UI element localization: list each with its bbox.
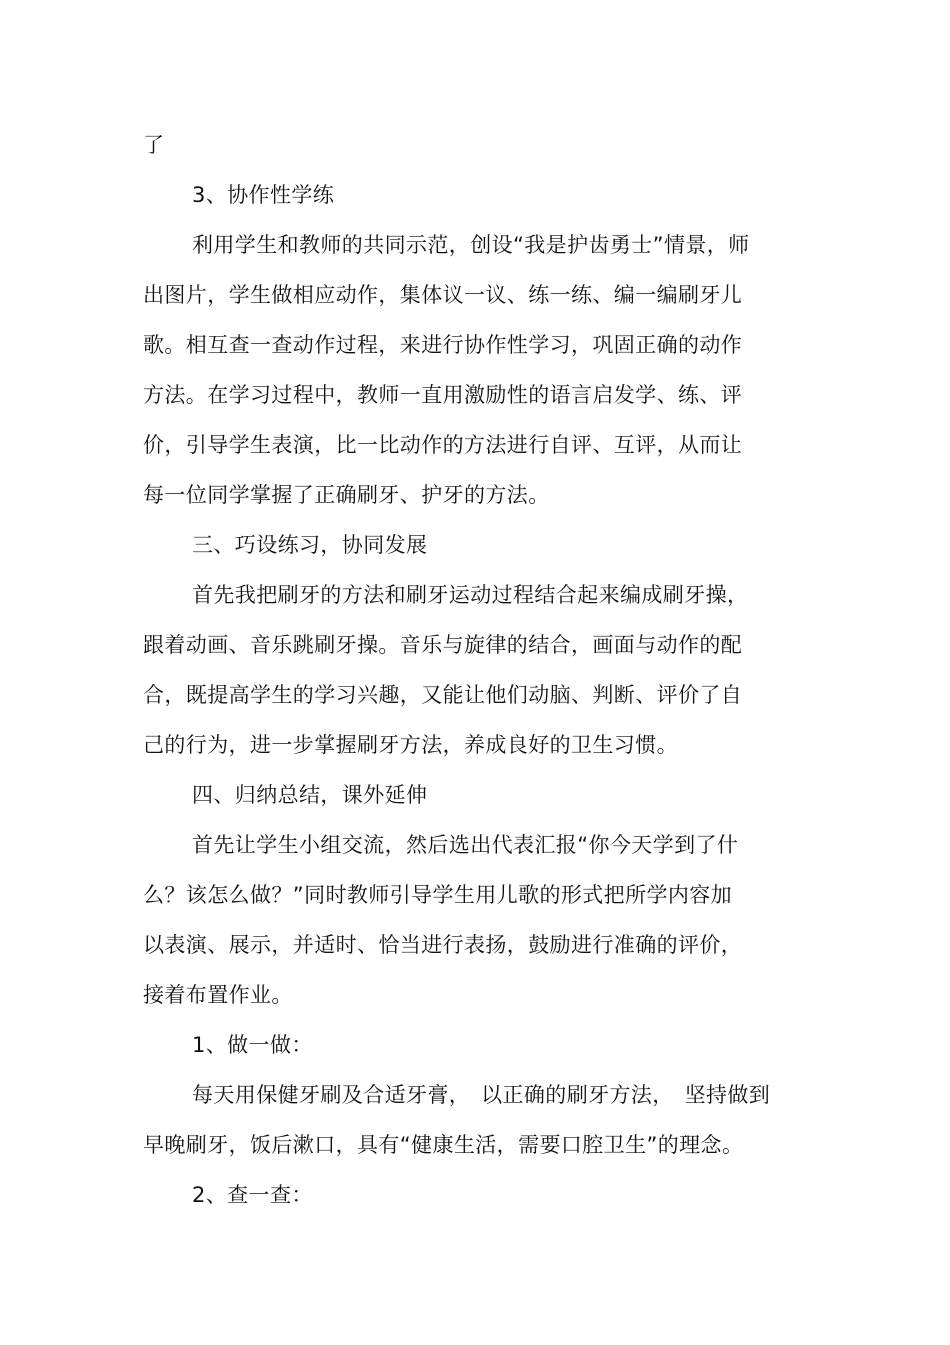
section-heading: 2、查一查： xyxy=(192,1183,313,1207)
section-heading: 3、协作性学练 xyxy=(192,183,335,207)
paragraph-line: 每一位同学掌握了正确刷牙、护牙的方法。 xyxy=(143,483,550,507)
paragraph-line: 己的行为，进一步掌握刷牙方法，养成良好的卫生习惯。 xyxy=(143,733,678,757)
paragraph-line: 接着布置作业。 xyxy=(143,983,293,1007)
paragraph-line: 出图片，学生做相应动作，集体议一议、练一练、编一编刷牙儿 xyxy=(143,283,743,307)
paragraph-line: 首先让学生小组交流，然后选出代表汇报“你今天学到了什 xyxy=(192,833,739,857)
paragraph-line: 早晚刷牙，饭后漱口，具有“健康生活，需要口腔卫生”的理念。 xyxy=(143,1133,744,1157)
paragraph-line: 歌。相互查一查动作过程，来进行协作性学习，巩固正确的动作 xyxy=(143,333,743,357)
section-heading: 四、归纳总结，课外延伸 xyxy=(192,783,428,807)
text-line: 了 xyxy=(143,133,165,157)
paragraph-line: 价，引导学生表演，比一比动作的方法进行自评、互评，从而让 xyxy=(143,433,743,457)
paragraph-line: 每天用保健牙刷及合适牙膏， 以正确的刷牙方法， 坚持做到 xyxy=(192,1083,771,1107)
paragraph-line: 首先我把刷牙的方法和刷牙运动过程结合起来编成刷牙操， xyxy=(192,583,749,607)
section-heading: 1、做一做： xyxy=(192,1033,313,1057)
paragraph-line: 合，既提高学生的学习兴趣，又能让他们动脑、判断、评价了自 xyxy=(143,683,743,707)
paragraph-line: 以表演、展示，并适时、恰当进行表扬，鼓励进行准确的评价， xyxy=(143,933,743,957)
section-heading: 三、巧设练习，协同发展 xyxy=(192,533,428,557)
paragraph-line: 么？该怎么做？”同时教师引导学生用儿歌的形式把所学内容加 xyxy=(143,883,733,907)
paragraph-line: 跟着动画、音乐跳刷牙操。音乐与旋律的结合，画面与动作的配 xyxy=(143,633,743,657)
paragraph-line: 利用学生和教师的共同示范，创设“我是护齿勇士”情景，师 xyxy=(192,233,750,257)
paragraph-line: 方法。在学习过程中，教师一直用激励性的语言启发学、练、评 xyxy=(143,383,743,407)
